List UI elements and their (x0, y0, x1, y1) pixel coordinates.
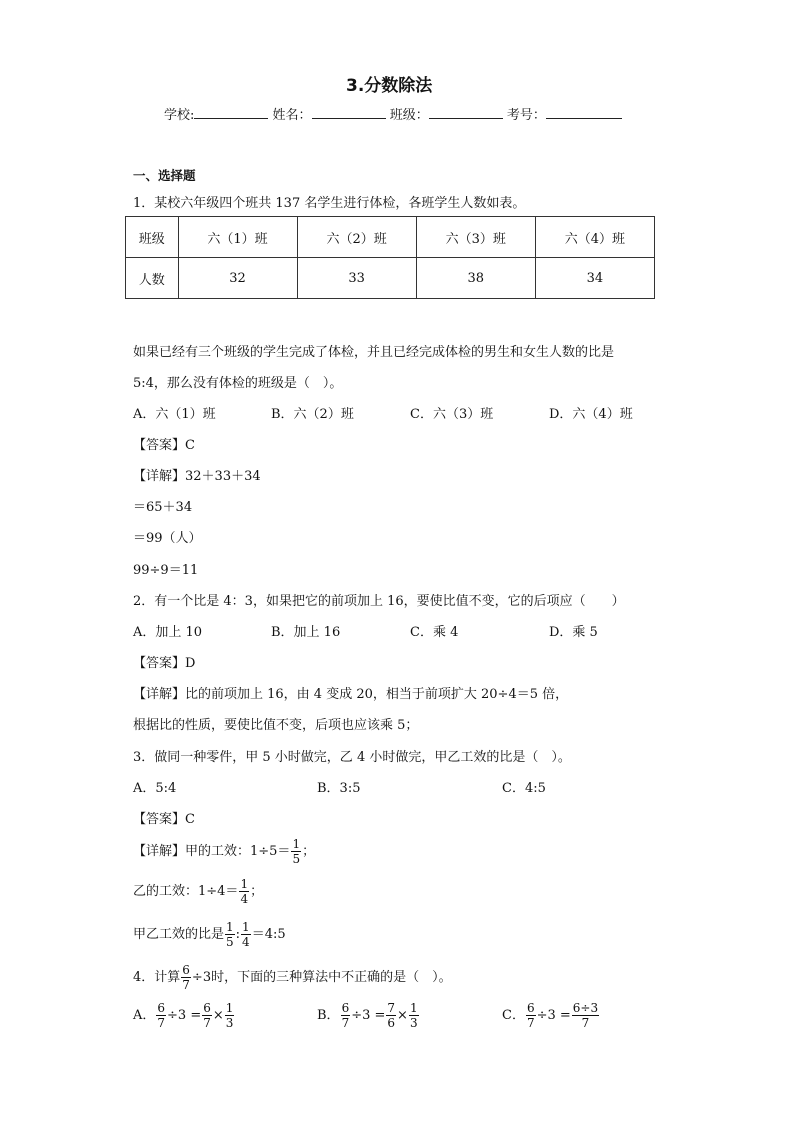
q3-detail-1 (133, 838, 315, 865)
numerator: 6÷3 (572, 1001, 599, 1015)
q1-line1: 如果已经有三个班级的学生完成了体检，并且已经完成体检的男生和女生人数的比是 (133, 345, 615, 360)
class-label: 班级： (389, 108, 429, 123)
numerator: 1 (240, 877, 249, 891)
option-label: C． (502, 1008, 525, 1023)
q1-option-c[interactable]: C．六（3）班 (410, 407, 494, 422)
denominator: 3 (225, 1016, 234, 1030)
denominator: 7 (526, 1016, 535, 1030)
numerator: 1 (292, 837, 301, 851)
q4-option-b[interactable] (317, 1002, 420, 1029)
table-cell: 34 (535, 258, 654, 299)
table-cell: 六（4）班 (535, 217, 654, 258)
fraction-six-sevenths (202, 1002, 212, 1029)
denominator: 4 (242, 935, 250, 949)
page-title: 3.分数除法 (346, 76, 433, 96)
fraction-seven-sixths (386, 1002, 396, 1029)
denominator: 7 (182, 978, 190, 992)
table-cell: 32 (178, 258, 297, 299)
class-count-table (125, 216, 655, 299)
q3-detail-2-text: 乙的工效：1÷4＝ (133, 884, 239, 899)
q3-option-a[interactable]: A．5:4 (133, 781, 177, 796)
q1-answer: 【答案】C (133, 438, 195, 453)
numerator: 6 (203, 1001, 211, 1015)
fraction-one-quarter (241, 921, 251, 948)
exam-number-blank[interactable] (546, 106, 622, 119)
class-blank[interactable] (429, 106, 503, 119)
fraction-six-sevenths (526, 1002, 536, 1029)
q2-stem: 2．有一个比是 4：3，如果把它的前项加上 16，要使比值不变，它的后项应（ ） (133, 594, 625, 609)
q1-detail-2: ＝65＋34 (133, 500, 193, 515)
fraction-one-fifth (225, 921, 235, 948)
fraction-six-sevenths (181, 964, 191, 991)
option-label: A． (133, 1008, 156, 1023)
q3-detail-2 (133, 878, 263, 905)
table-cell: 班级 (126, 217, 179, 258)
denominator: 5 (292, 852, 301, 866)
q1-line2: 5:4，那么没有体检的班级是（ ）。 (133, 376, 343, 391)
denominator: 7 (341, 1016, 350, 1030)
q1-option-d[interactable]: D．六（4）班 (549, 407, 633, 422)
q4-stem (133, 964, 452, 991)
fraction-one-third (225, 1002, 235, 1029)
student-info-line (164, 104, 622, 123)
table-cell: 六（2）班 (297, 217, 416, 258)
denominator: 3 (409, 1016, 418, 1030)
numerator: 1 (242, 920, 250, 934)
times-sign: × (397, 1008, 408, 1023)
q2-option-c[interactable]: C．乘 4 (410, 625, 459, 640)
denominator: 7 (157, 1016, 166, 1030)
q3-option-b[interactable]: B．3:5 (317, 781, 361, 796)
q4-stem-start: 4．计算 (133, 970, 181, 985)
name-label: 姓名： (272, 108, 312, 123)
numerator: 7 (387, 1001, 396, 1015)
q2-detail-2: 根据比的性质，要使比值不变，后项也应该乘 5； (133, 718, 419, 733)
q3-detail-1-end: ； (302, 844, 316, 859)
numerator: 1 (226, 920, 234, 934)
times-sign: × (212, 1008, 224, 1023)
divide-three: ÷3 = (536, 1008, 571, 1023)
q1-option-a[interactable]: A．六（1）班 (133, 407, 216, 422)
option-label: B． (317, 1008, 340, 1023)
section-heading: 一、选择题 (133, 168, 196, 183)
exam-number-label: 考号： (506, 108, 546, 123)
fraction-one-third (409, 1002, 419, 1029)
q4-option-a[interactable] (133, 1002, 235, 1029)
table-cell: 人数 (126, 258, 179, 299)
numerator: 6 (182, 963, 190, 977)
q3-detail-3-end: ＝4:5 (251, 927, 286, 942)
q3-detail-1-text: 【详解】甲的工效：1÷5＝ (133, 844, 291, 859)
q3-detail-3 (133, 921, 286, 948)
q1-option-b[interactable]: B．六（2）班 (271, 407, 354, 422)
q3-option-c[interactable]: C．4:5 (502, 781, 546, 796)
denominator: 4 (240, 892, 249, 906)
table-cell: 六（3）班 (416, 217, 535, 258)
q1-detail-1: 【详解】32＋33＋34 (133, 469, 261, 484)
q1-stem: 1．某校六年级四个班共 137 名学生进行体检，各班学生人数如表。 (133, 196, 526, 211)
numerator: 6 (526, 1001, 535, 1015)
divide-three: ÷3 = (351, 1008, 386, 1023)
numerator: 1 (225, 1001, 234, 1015)
table-cell: 六（1）班 (178, 217, 297, 258)
q2-answer: 【答案】D (133, 656, 196, 671)
q3-detail-2-end: ； (250, 884, 264, 899)
numerator: 1 (409, 1001, 418, 1015)
fraction-one-quarter (239, 878, 249, 905)
q2-option-d[interactable]: D．乘 5 (549, 625, 598, 640)
q3-answer: 【答案】C (133, 812, 195, 827)
q4-option-c[interactable] (502, 1002, 600, 1029)
denominator: 7 (581, 1016, 590, 1030)
table-row (126, 258, 655, 299)
name-blank[interactable] (312, 106, 386, 119)
fraction-six-sevenths (341, 1002, 351, 1029)
divide-three: ÷3 = (167, 1008, 202, 1023)
q4-stem-end: ÷3时，下面的三种算法中不正确的是（ ）。 (191, 970, 452, 985)
school-label: 学校: (164, 108, 195, 123)
ratio-colon: : (235, 927, 241, 942)
q3-stem: 3．做同一种零件，甲 5 小时做完，乙 4 小时做完，甲乙工效的比是（ ）。 (133, 750, 571, 765)
denominator: 5 (226, 935, 234, 949)
numerator: 6 (157, 1001, 166, 1015)
q2-option-b[interactable]: B．加上 16 (271, 625, 341, 640)
q3-detail-3-text: 甲乙工效的比是 (133, 927, 225, 942)
numerator: 6 (341, 1001, 350, 1015)
table-cell: 38 (416, 258, 535, 299)
q1-detail-3: ＝99（人） (133, 531, 202, 546)
denominator: 6 (387, 1016, 396, 1030)
q2-option-a[interactable]: A．加上 10 (133, 625, 203, 640)
q2-detail-1: 【详解】比的前项加上 16，由 4 变成 20，相当于前项扩大 20÷4＝5 倍， (133, 687, 569, 702)
table-row (126, 217, 655, 258)
denominator: 7 (203, 1016, 211, 1030)
school-blank[interactable] (194, 106, 268, 119)
fraction-one-fifth (291, 838, 301, 865)
fraction-six-div-three-over-seven (572, 1002, 599, 1029)
table-cell: 33 (297, 258, 416, 299)
q1-detail-4: 99÷9＝11 (133, 563, 199, 578)
fraction-six-sevenths (156, 1002, 166, 1029)
